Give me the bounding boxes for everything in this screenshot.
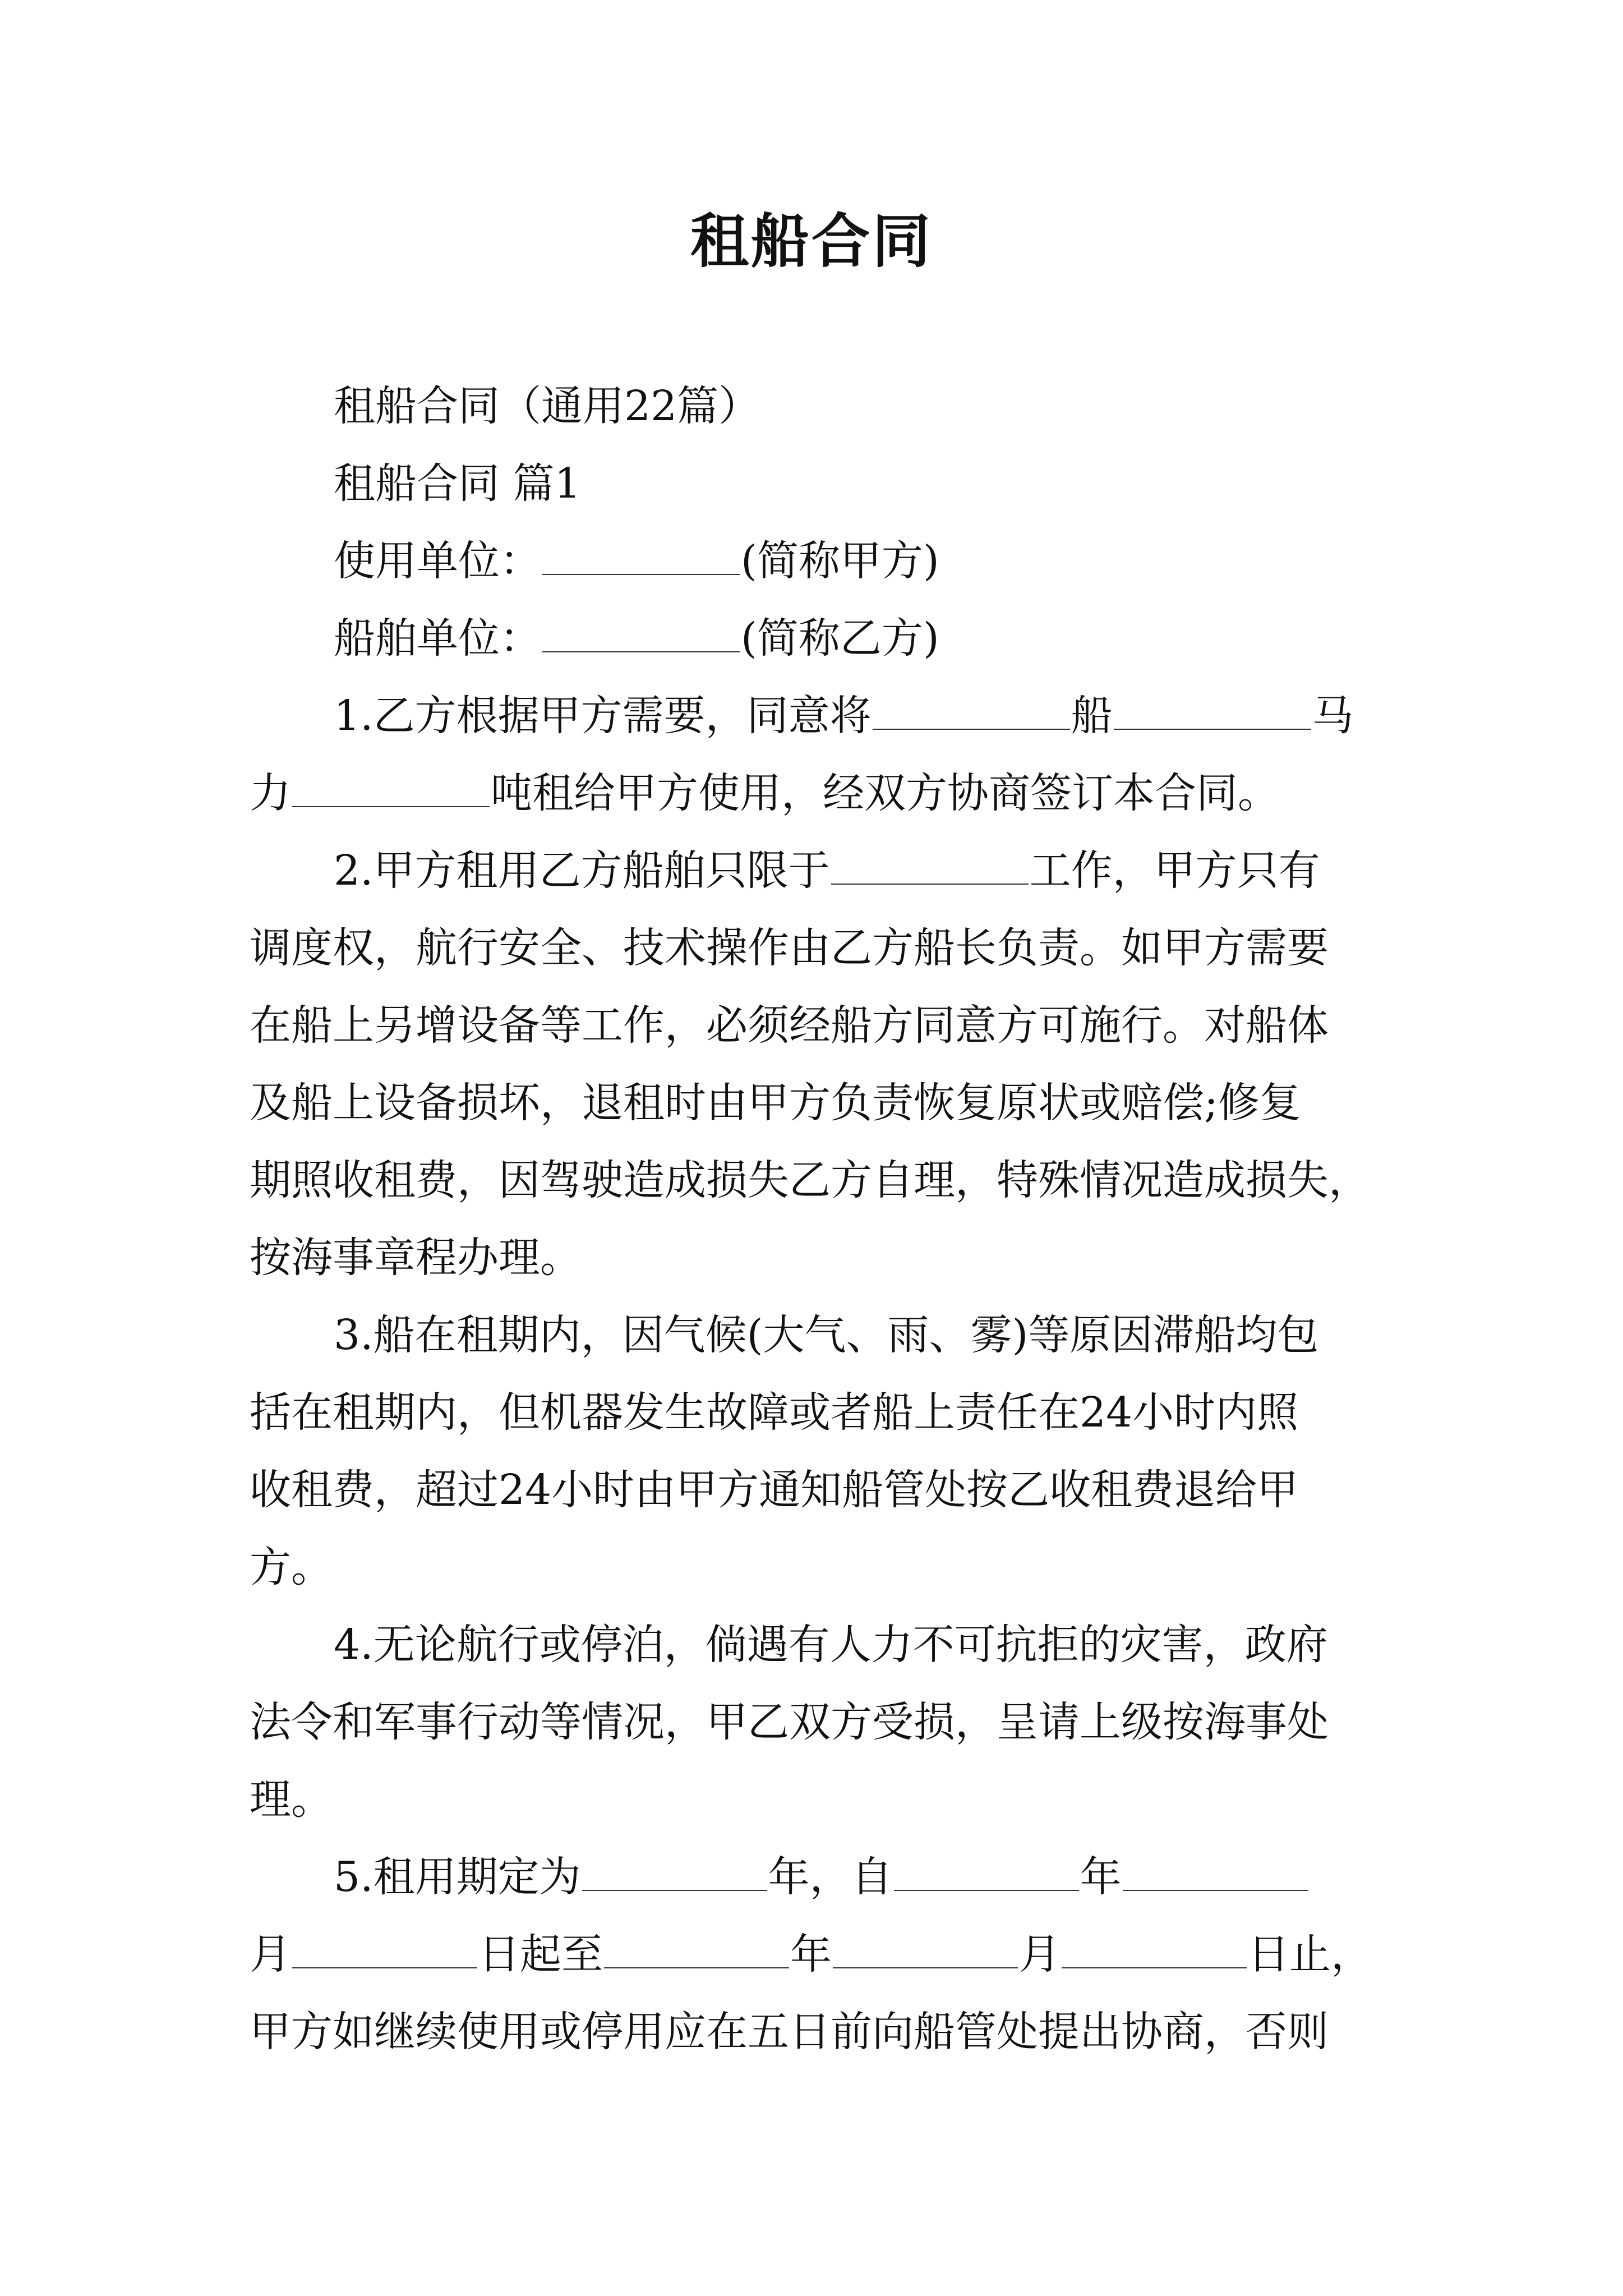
clause-3-line-2 <box>250 1374 1382 1451</box>
party-a-line <box>250 522 1382 600</box>
clause-text: 日起至 <box>478 1930 603 1978</box>
clause-text: 收租费，超过24小时由甲方通知船管处按乙收租费退给甲 <box>250 1466 1299 1514</box>
clause-text: 月 <box>250 1930 291 1978</box>
end-month-blank <box>833 1926 1018 1968</box>
clause-text: 期照收租费，因驾驶造成损失乙方自理，特殊情况造成损失， <box>250 1156 1370 1204</box>
clause-5-line-2 <box>250 1916 1382 1993</box>
subtitle-text: 租船合同（通用22篇） <box>334 382 760 430</box>
clause-3-line-3 <box>250 1451 1382 1529</box>
party-b-label: 船舶单位： <box>334 614 541 662</box>
party-b-line <box>250 600 1382 677</box>
clause-text: 4.无论航行或停泊，倘遇有人力不可抗拒的灾害，政府 <box>334 1621 1328 1669</box>
clause-text: 马 <box>1312 692 1354 740</box>
party-b-note: (简称乙方) <box>741 614 939 662</box>
document-title: 租船合同 <box>690 206 933 275</box>
clause-3-line-1 <box>250 1296 1382 1374</box>
clause-4-line-1 <box>250 1606 1382 1683</box>
clause-5-line-3 <box>250 1993 1382 2070</box>
clause-2-line-3 <box>250 987 1382 1064</box>
end-day-blank <box>1062 1926 1247 1968</box>
clause-2-line-5 <box>250 1142 1382 1219</box>
document-body <box>250 367 1382 2070</box>
start-month-blank <box>1123 1848 1308 1891</box>
party-a-note: (简称甲方) <box>741 537 939 585</box>
clause-text: 3.船在租期内，因气候(大气、雨、雾)等原因滞船均包 <box>334 1311 1319 1359</box>
section-heading <box>250 445 1382 522</box>
clause-1-line-2 <box>250 754 1382 832</box>
years-blank <box>582 1848 767 1891</box>
clause-text: 年 <box>790 1930 832 1978</box>
clause-2-line-1 <box>250 832 1382 909</box>
clause-text: 船 <box>1071 692 1113 740</box>
clause-2-line-2 <box>250 909 1382 987</box>
clause-text: 在船上另增设备等工作，必须经船方同意方可施行。对船体 <box>250 1001 1329 1050</box>
clause-text: 力 <box>250 769 291 817</box>
clause-5-line-1 <box>250 1838 1382 1916</box>
subtitle-line <box>250 367 1382 445</box>
clause-text: 吨租给甲方使用，经双方协商签订本合同。 <box>491 769 1279 817</box>
clause-text: 年，自 <box>768 1853 893 1901</box>
clause-text: 及船上设备损坏，退租时由甲方负责恢复原状或赔偿;修复 <box>250 1079 1301 1127</box>
section-heading-text: 租船合同 篇1 <box>334 459 581 508</box>
clause-4-line-2 <box>250 1683 1382 1761</box>
start-day-blank <box>292 1926 477 1968</box>
clause-text: 理。 <box>250 1775 333 1824</box>
clause-text: 按海事章程办理。 <box>250 1234 582 1282</box>
clause-text: 法令和军事行动等情况，甲乙双方受损，呈请上级按海事处 <box>250 1698 1329 1746</box>
clause-3-line-4 <box>250 1529 1382 1606</box>
horsepower-blank <box>1114 687 1311 730</box>
clause-text: 调度权，航行安全、技术操作由乙方船长负责。如甲方需要 <box>250 924 1329 972</box>
clause-text: 日止， <box>1248 1930 1372 1978</box>
clause-text: 1.乙方根据甲方需要，同意将 <box>334 692 872 740</box>
end-year-blank <box>604 1926 789 1968</box>
clause-1-line-1 <box>250 677 1382 754</box>
clause-text: 2.甲方租用乙方船舶只限于 <box>334 846 830 895</box>
clause-text: 甲方如继续使用或停用应在五日前向船管处提出协商，否则 <box>250 2008 1329 2056</box>
ship-name-blank <box>873 687 1070 730</box>
work-scope-blank <box>831 842 1029 885</box>
tonnage-blank <box>292 765 490 807</box>
clause-text: 年 <box>1080 1853 1122 1901</box>
party-a-blank <box>542 532 740 575</box>
party-a-label: 使用单位： <box>334 537 541 585</box>
party-b-blank <box>542 610 740 652</box>
clause-text: 月 <box>1019 1930 1061 1978</box>
clause-text: 5.租用期定为 <box>334 1853 581 1901</box>
clause-text: 方。 <box>250 1543 333 1591</box>
clause-2-line-4 <box>250 1064 1382 1142</box>
clause-text: 括在租期内，但机器发生故障或者船上责任在24小时内照 <box>250 1388 1299 1437</box>
clause-text: 工作，甲方只有 <box>1029 846 1320 895</box>
start-year-blank <box>894 1848 1079 1891</box>
clause-4-line-3 <box>250 1761 1382 1838</box>
clause-2-line-6 <box>250 1219 1382 1296</box>
